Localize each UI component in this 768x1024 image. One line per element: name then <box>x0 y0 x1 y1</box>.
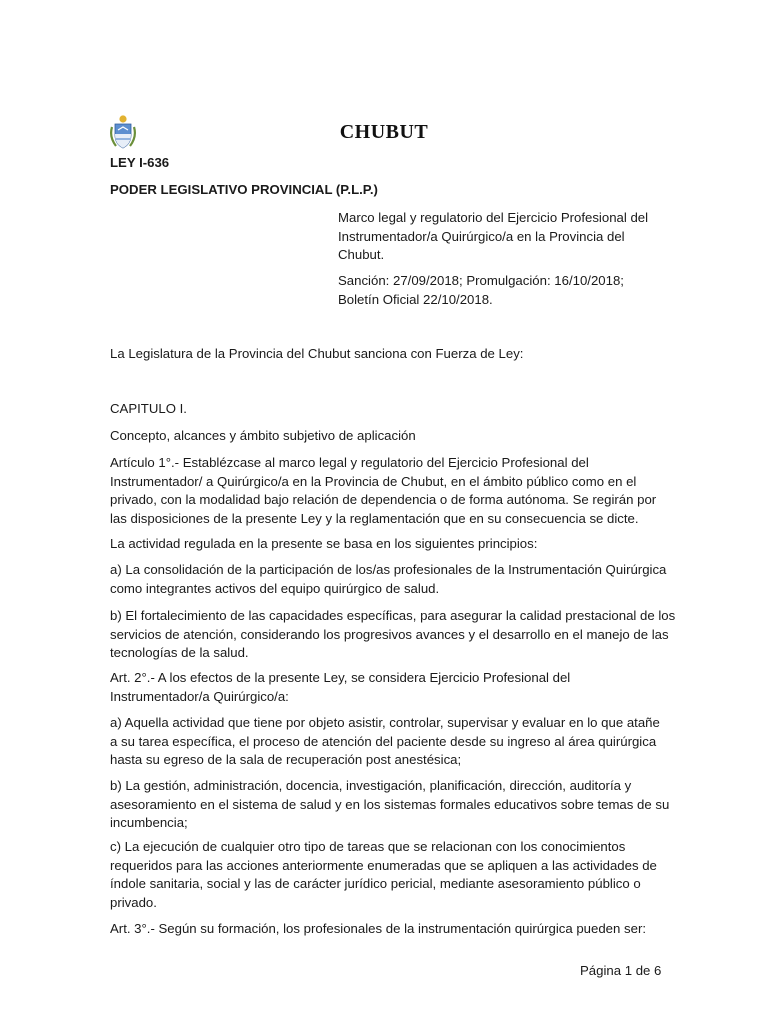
principle-b <box>110 607 675 663</box>
article-2 <box>110 669 570 706</box>
paragraph-line: servicios de atención, considerando los progresivos avances y el desarrollo en el manejo de las <box>110 626 669 642</box>
paragraph-line: Instrumentador/ a Quirúrgico/a en la Provincia de Chubut, en el ámbito público como en el <box>110 473 637 489</box>
paragraph-line: privado, con la modalidad bajo relación de dependencia o de forma autónoma. Se regirán por <box>110 492 657 508</box>
paragraph-line: como integrantes activos del equipo quirúrgico de salud. <box>110 580 440 596</box>
summary-line: Marco legal y regulatorio del Ejercicio Profesional del <box>338 210 649 225</box>
paragraph-line: a) La consolidación de la participación de los/as profesionales de la Instrumentación Quirúrgica <box>110 562 667 577</box>
summary-line: Chubut. <box>338 247 385 263</box>
chapter-heading: CAPITULO I. <box>110 401 187 416</box>
paragraph-line: privado. <box>110 894 157 910</box>
paragraph-line: b) El fortalecimiento de las capacidades específicas, para asegurar la calidad prestacional de los <box>110 608 676 623</box>
dates-line: Sanción: 27/09/2018; Promulgación: 16/10/2018; <box>338 273 624 288</box>
paragraph-line: a su tarea específica, el proceso de atención del paciente desde su ingreso al área quirúrgica <box>110 733 657 749</box>
paragraph-line: c) La ejecución de cualquier otro tipo de tareas que se relacionan con los conocimientos <box>110 839 626 854</box>
paragraph-line: Art. 2°.- A los efectos de la presente Ley, se considera Ejercicio Profesional del <box>110 670 571 685</box>
article-2-item-c <box>110 838 657 912</box>
paragraph-line: asesoramiento en el sistema de salud y en los sistemas formales educativos sobre temas de su <box>110 796 670 812</box>
paragraph-line: incumbencia; <box>110 815 188 831</box>
article-3-intro: Art. 3°.- Según su formación, los profesionales de la instrumentación quirúrgica pueden ser: <box>110 921 646 936</box>
paragraph-line: tecnologías de la salud. <box>110 645 249 661</box>
law-dates <box>338 272 624 309</box>
paragraph-line: índole sanitaria, social y las de carácter jurídico pericial, mediante asesoramiento público o <box>110 876 641 892</box>
paragraph-line: las disposiciones de la presente Ley y la reglamentación que en su consecuencia se dicte. <box>110 510 639 526</box>
dates-line: Boletín Oficial 22/10/2018. <box>338 291 493 307</box>
page-number: Página 1 de 6 <box>580 963 662 978</box>
article-2-item-a <box>110 714 660 770</box>
summary-line: Instrumentador/a Quirúrgico/a en la Provincia del <box>338 228 625 244</box>
law-number: LEY I-636 <box>110 155 170 170</box>
enactment-formula: La Legislatura de la Provincia del Chubut sanciona con Fuerza de Ley: <box>110 346 524 361</box>
paragraph-line: Artículo 1°.- Establézcase al marco legal y regulatorio del Ejercicio Profesional del <box>110 455 589 470</box>
paragraph-line: hasta su egreso de la sala de recuperación post anestésica; <box>110 752 462 768</box>
chapter-subtitle: Concepto, alcances y ámbito subjetivo de aplicación <box>110 428 416 443</box>
law-summary <box>338 209 648 265</box>
article-2-item-b <box>110 777 669 833</box>
legislative-authority: PODER LEGISLATIVO PROVINCIAL (P.L.P.) <box>110 182 378 197</box>
article-1 <box>110 454 656 528</box>
province-header-title: CHUBUT <box>339 121 429 143</box>
principles-intro: La actividad regulada en la presente se basa en los siguientes principios: <box>110 536 538 551</box>
principle-a <box>110 561 666 598</box>
paragraph-line: b) La gestión, administración, docencia, investigación, planificación, dirección, auditoría y <box>110 778 632 793</box>
paragraph-line: requeridos para las acciones anteriormente enumeradas que se apliquen a las actividades de <box>110 857 657 873</box>
paragraph-line: Instrumentador/a Quirúrgico/a: <box>110 688 289 704</box>
paragraph-line: a) Aquella actividad que tiene por objeto asistir, controlar, supervisar y evaluar en lo que atañe <box>110 715 660 730</box>
